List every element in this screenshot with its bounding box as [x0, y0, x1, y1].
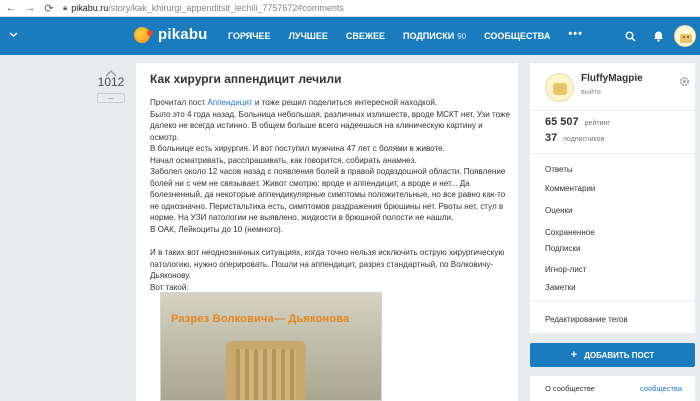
profile-rating: [545, 116, 610, 128]
search-icon[interactable]: [623, 29, 637, 43]
menu-edit-tags[interactable]: Редактирование тегов: [545, 315, 628, 324]
add-post-button[interactable]: [530, 343, 695, 367]
url-path: /story/kak_khirurgi_appenditsit_lechili_7757672#comments: [108, 3, 344, 13]
logo-text: pikabu: [158, 26, 208, 43]
story-intro: Прочитал пост Аппендицит и тоже решил поделиться интересной находкой.: [150, 98, 438, 107]
plus-icon: +: [570, 349, 578, 361]
story-title[interactable]: Как хирурги аппендицит лечили: [150, 72, 342, 86]
menu-notes[interactable]: Заметки: [545, 283, 576, 292]
community-link[interactable]: сообщества: [640, 384, 682, 393]
story-card: [136, 63, 518, 401]
divider: [530, 153, 695, 154]
menu-ratings[interactable]: Оценки: [545, 206, 573, 215]
sidebar-toggle-icon[interactable]: [9, 30, 18, 41]
vote-panel: [97, 64, 125, 103]
subscribers-label: подписчиков: [563, 136, 605, 143]
torso-illustration: [226, 341, 306, 401]
story-image[interactable]: [160, 292, 382, 401]
bell-icon[interactable]: [651, 29, 665, 43]
subscribers-value: 37: [545, 132, 558, 144]
story-paragraph: Вот такой:: [150, 282, 189, 292]
story-paragraph: И в таких вот неоднозначных ситуациях, когда точно нельзя исключить острую хирургическую патологию, нужно оперировать. Пошли на аппендицит, разрез стандартный, по Волковичу-Дьяконову.: [150, 248, 505, 281]
browser-toolbar: [0, 0, 700, 17]
subscriptions-count: 90: [457, 32, 467, 41]
about-label: О сообществе: [545, 384, 595, 393]
paragraph-gap: [150, 236, 512, 248]
site-logo[interactable]: [134, 26, 208, 43]
profile-subscribers: [545, 132, 604, 144]
profile-username[interactable]: FluffyMagpie: [581, 73, 643, 84]
downvote-button[interactable]: –: [97, 93, 125, 103]
linked-post[interactable]: Аппендицит: [207, 98, 253, 107]
add-post-label: ДОБАВИТЬ ПОСТ: [584, 350, 655, 360]
gear-icon[interactable]: [679, 74, 690, 85]
nav-hot[interactable]: ГОРЯЧЕЕ: [228, 31, 271, 41]
menu-answers[interactable]: Ответы: [545, 165, 573, 174]
back-arrow-icon[interactable]: ←: [5, 2, 17, 14]
profile-card: [530, 63, 695, 333]
story-paragraph: Заболел около 12 часов назад с появления болей в правой подвздошной области. Появление болей ни с чем не связывает. Живот смотрю: вроде и аппендицит, а вроде и нет... Да болезненный, да некоторые аппендикулярные симптомы положительные, но все равно как-то не однозначно. Перистальтика есть, симптомов раздражения брюшины нет. Рвоты нет, стул в норме. На УЗИ патологии не выявлено, жидкости в брюшной полости не нашли.: [150, 167, 506, 223]
nav-subscriptions[interactable]: ПОДПИСКИ 90: [403, 31, 467, 41]
nav-fresh[interactable]: СВЕЖЕЕ: [345, 31, 386, 41]
forward-arrow-icon[interactable]: →: [24, 2, 36, 14]
menu-subscriptions[interactable]: Подписки: [545, 244, 581, 253]
story-paragraph: В больнице есть хирургия. И вот поступил мужчина 47 лет с болями в животе.: [150, 144, 445, 154]
story-paragraph: Было это 4 года назад. Больница небольшая, различных излишеств, вроде МСКТ нет. Узи тоже далеко не всегда истинно. В общем больше всего надеешься на клиническую картину и осмотр.: [150, 109, 510, 142]
menu-saved[interactable]: Сохраненное: [545, 228, 595, 237]
address-bar[interactable]: [63, 3, 344, 13]
pikabu-logo-icon: [134, 27, 150, 43]
logout-link[interactable]: выйти: [581, 89, 601, 96]
rating-label: рейтинг: [584, 120, 610, 127]
main-nav: [228, 28, 583, 41]
image-caption: Разрез Волковича— Дьяконова: [171, 313, 350, 325]
rating-value: 65 507: [545, 116, 579, 128]
menu-ignore-list[interactable]: Игнор-лист: [545, 265, 587, 274]
lock-icon: 🔒︎: [63, 3, 68, 12]
story-body: [150, 97, 512, 293]
about-community-card: [530, 376, 695, 401]
url-host: pikabu.ru: [71, 3, 109, 13]
story-paragraph: В ОАК, Лейкоциты до 10 (немного).: [150, 225, 283, 235]
menu-comments[interactable]: Комментарии: [545, 184, 596, 193]
more-menu-icon[interactable]: •••: [568, 28, 583, 40]
nav-communities[interactable]: СООБЩЕСТВА: [484, 31, 551, 41]
upvote-icon[interactable]: [97, 64, 125, 72]
profile-avatar[interactable]: [545, 73, 574, 102]
story-paragraph: Начал осматривать, расспрашивать, как говорится, собирать анамнез.: [150, 155, 417, 165]
story-rating: 1012: [97, 75, 125, 89]
nav-best[interactable]: ЛУЧШЕЕ: [288, 31, 328, 41]
divider: [530, 300, 695, 301]
reload-icon[interactable]: ⟳: [44, 2, 54, 15]
site-header: [0, 17, 700, 55]
divider: [530, 110, 695, 111]
user-avatar[interactable]: [674, 25, 696, 47]
